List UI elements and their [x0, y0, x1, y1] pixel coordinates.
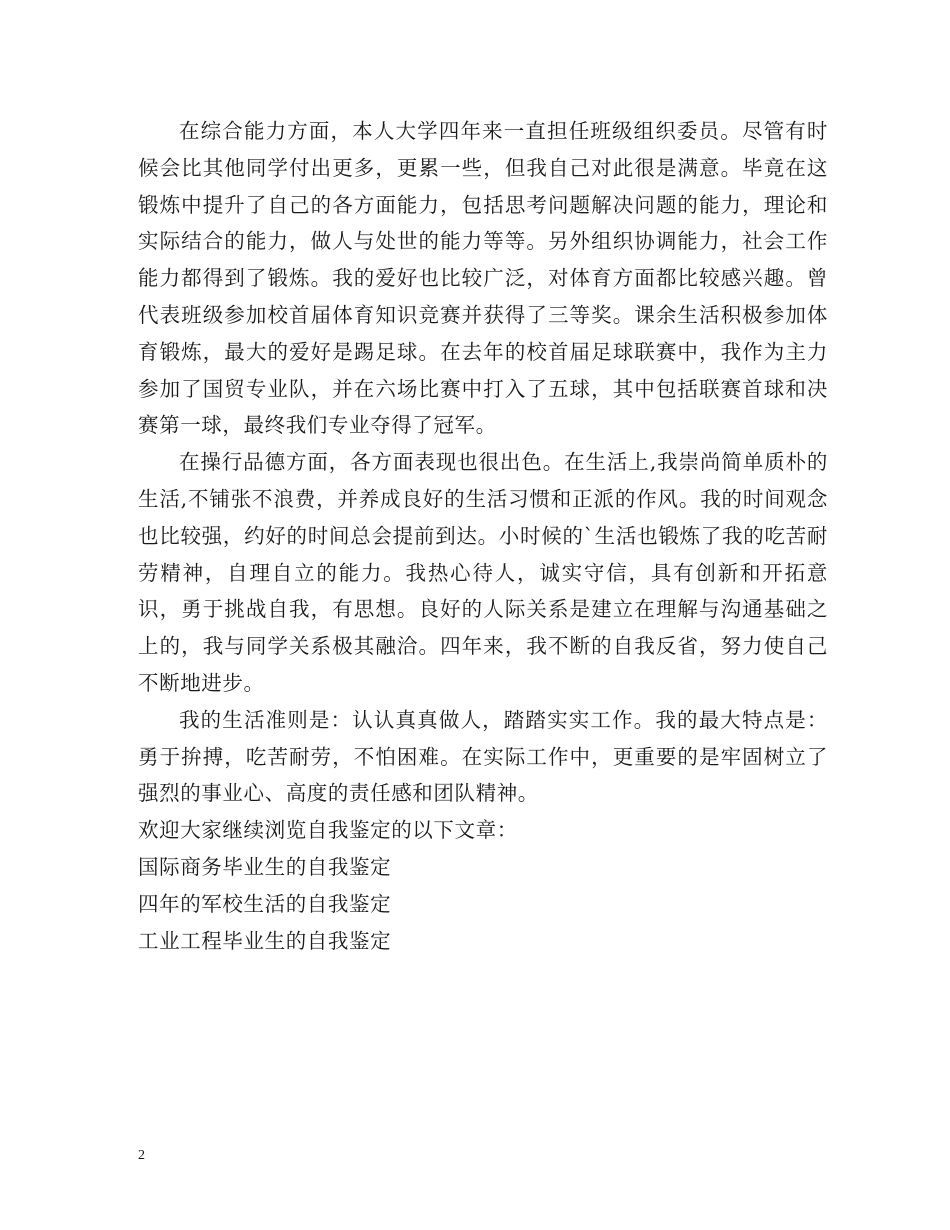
- related-articles-list: [138, 849, 828, 959]
- paragraph-moral-conduct: 在操行品德方面，各方面表现也很出色。在生活上,我崇尚简单质朴的生活,不铺张不浪费，并养成良好的生活习惯和正派的作风。我的时间观念也比较强，约好的时间总会提前到达。小时候的`生活也锻炼了我的吃苦耐劳精神，自理自立的能力。我热心待人，诚实守信，具有创新和开拓意识，勇于挑战自我，有思想。良好的人际关系是建立在理解与沟通基础之上的，我与同学关系极其融洽。四年来，我不断的自我反省，努力使自己不断地进步。: [138, 450, 828, 695]
- more-articles-intro: 欢迎大家继续浏览自我鉴定的以下文章：: [138, 818, 518, 843]
- related-article-link[interactable]: 工业工程毕业生的自我鉴定: [138, 928, 392, 953]
- paragraph-life-principle: 我的生活准则是：认认真真做人，踏踏实实工作。我的最大特点是：勇于拚搏，吃苦耐劳，不怕困难。在实际工作中，更重要的是牢固树立了强烈的事业心、高度的责任感和团队精神。: [138, 707, 828, 806]
- page-number: 2: [138, 1148, 145, 1163]
- document-body: [138, 113, 828, 959]
- related-article-link[interactable]: 国际商务毕业生的自我鉴定: [138, 854, 392, 879]
- related-article-link[interactable]: 四年的军校生活的自我鉴定: [138, 891, 392, 916]
- paragraph-comprehensive-ability: 在综合能力方面，本人大学四年来一直担任班级组织委员。尽管有时候会比其他同学付出更多，更累一些，但我自己对此很是满意。毕竟在这锻炼中提升了自己的各方面能力，包括思考问题解决问题的能力，理论和实际结合的能力，做人与处世的能力等等。另外组织协调能力，社会工作能力都得到了锻炼。我的爱好也比较广泛，对体育方面都比较感兴趣。曾代表班级参加校首届体育知识竞赛并获得了三等奖。课余生活积极参加体育锻炼，最大的爱好是踢足球。在去年的校首届足球联赛中，我作为主力参加了国贸专业队，并在六场比赛中打入了五球，其中包括联赛首球和决赛第一球，最终我们专业夺得了冠军。: [138, 119, 828, 438]
